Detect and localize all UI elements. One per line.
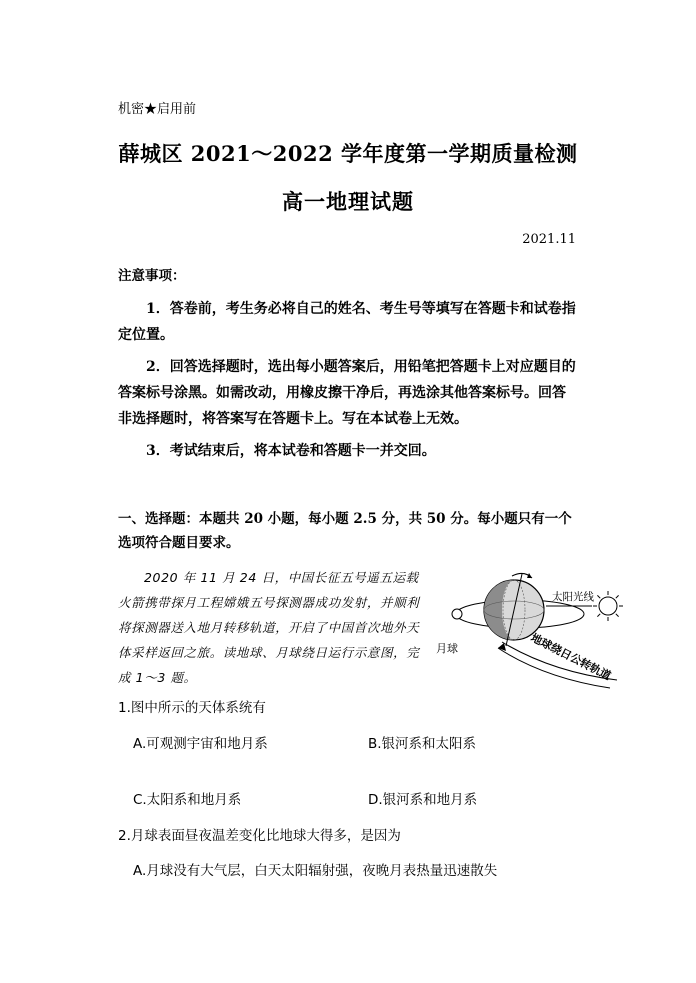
exam-subtitle: 高一地理试题 bbox=[282, 189, 414, 214]
notice-heading: 注意事项： bbox=[118, 268, 186, 284]
question-1-option-c: C.太阳系和地月系 bbox=[133, 792, 242, 808]
notice-item-3: 3．考试结束后，将本试卷和答题卡一并交回。 bbox=[146, 443, 436, 459]
moon bbox=[452, 609, 462, 619]
earth-moon-orbit-diagram bbox=[432, 562, 632, 692]
notice-item-1: 1．答卷前，考生务必将自己的姓名、考生号等填写在答题卡和试卷指定位置。 bbox=[118, 301, 576, 343]
sunlight-label: 太阳光线 bbox=[552, 591, 594, 603]
question-1-stem: 1.图中所示的天体系统有 bbox=[118, 700, 266, 716]
question-2-stem: 2.月球表面昼夜温差变化比地球大得多，是因为 bbox=[118, 828, 401, 844]
secret-mark: 机密★启用前 bbox=[118, 102, 197, 117]
notice-item-2: 2．回答选择题时，选出每小题答案后，用铅笔把答题卡上对应题目的答案标号涂黑。如需改动，用橡皮擦干净后，再选涂其他答案标号。回答非选择题时，将答案写在答题卡上。写在本试卷上无效。 bbox=[118, 359, 576, 427]
exam-date: 2021.11 bbox=[522, 232, 576, 247]
reading-passage: 2020 年 11 月 24 日，中国长征五号遥五运载火箭携带探月工程嫦娥五号探测器成功发射，并顺利将探测器送入地月转移轨道，开启了中国首次地外天体采样返回之旅。读地球、月球绕日运行示意图，完成 1～3 题。 bbox=[118, 570, 420, 685]
question-1-option-b: B.银河系和太阳系 bbox=[368, 736, 477, 752]
question-1-option-d: D.银河系和地月系 bbox=[368, 792, 478, 808]
question-1-option-a: A.可观测宇宙和地月系 bbox=[133, 736, 268, 752]
moon-label: 月球 bbox=[436, 642, 458, 655]
question-2-option-a: A.月球没有大气层，白天太阳辐射强，夜晚月表热量迅速散失 bbox=[133, 863, 498, 879]
exam-title: 薛城区 2021～2022 学年度第一学期质量检测 bbox=[118, 141, 578, 166]
section-heading: 一、选择题：本题共 20 小题，每小题 2.5 分，共 50 分。每小题只有一个选项符合题目要求。 bbox=[118, 511, 572, 551]
orbit-label: 地球绕日公转轨道 bbox=[528, 631, 613, 683]
sun-icon bbox=[593, 591, 623, 621]
